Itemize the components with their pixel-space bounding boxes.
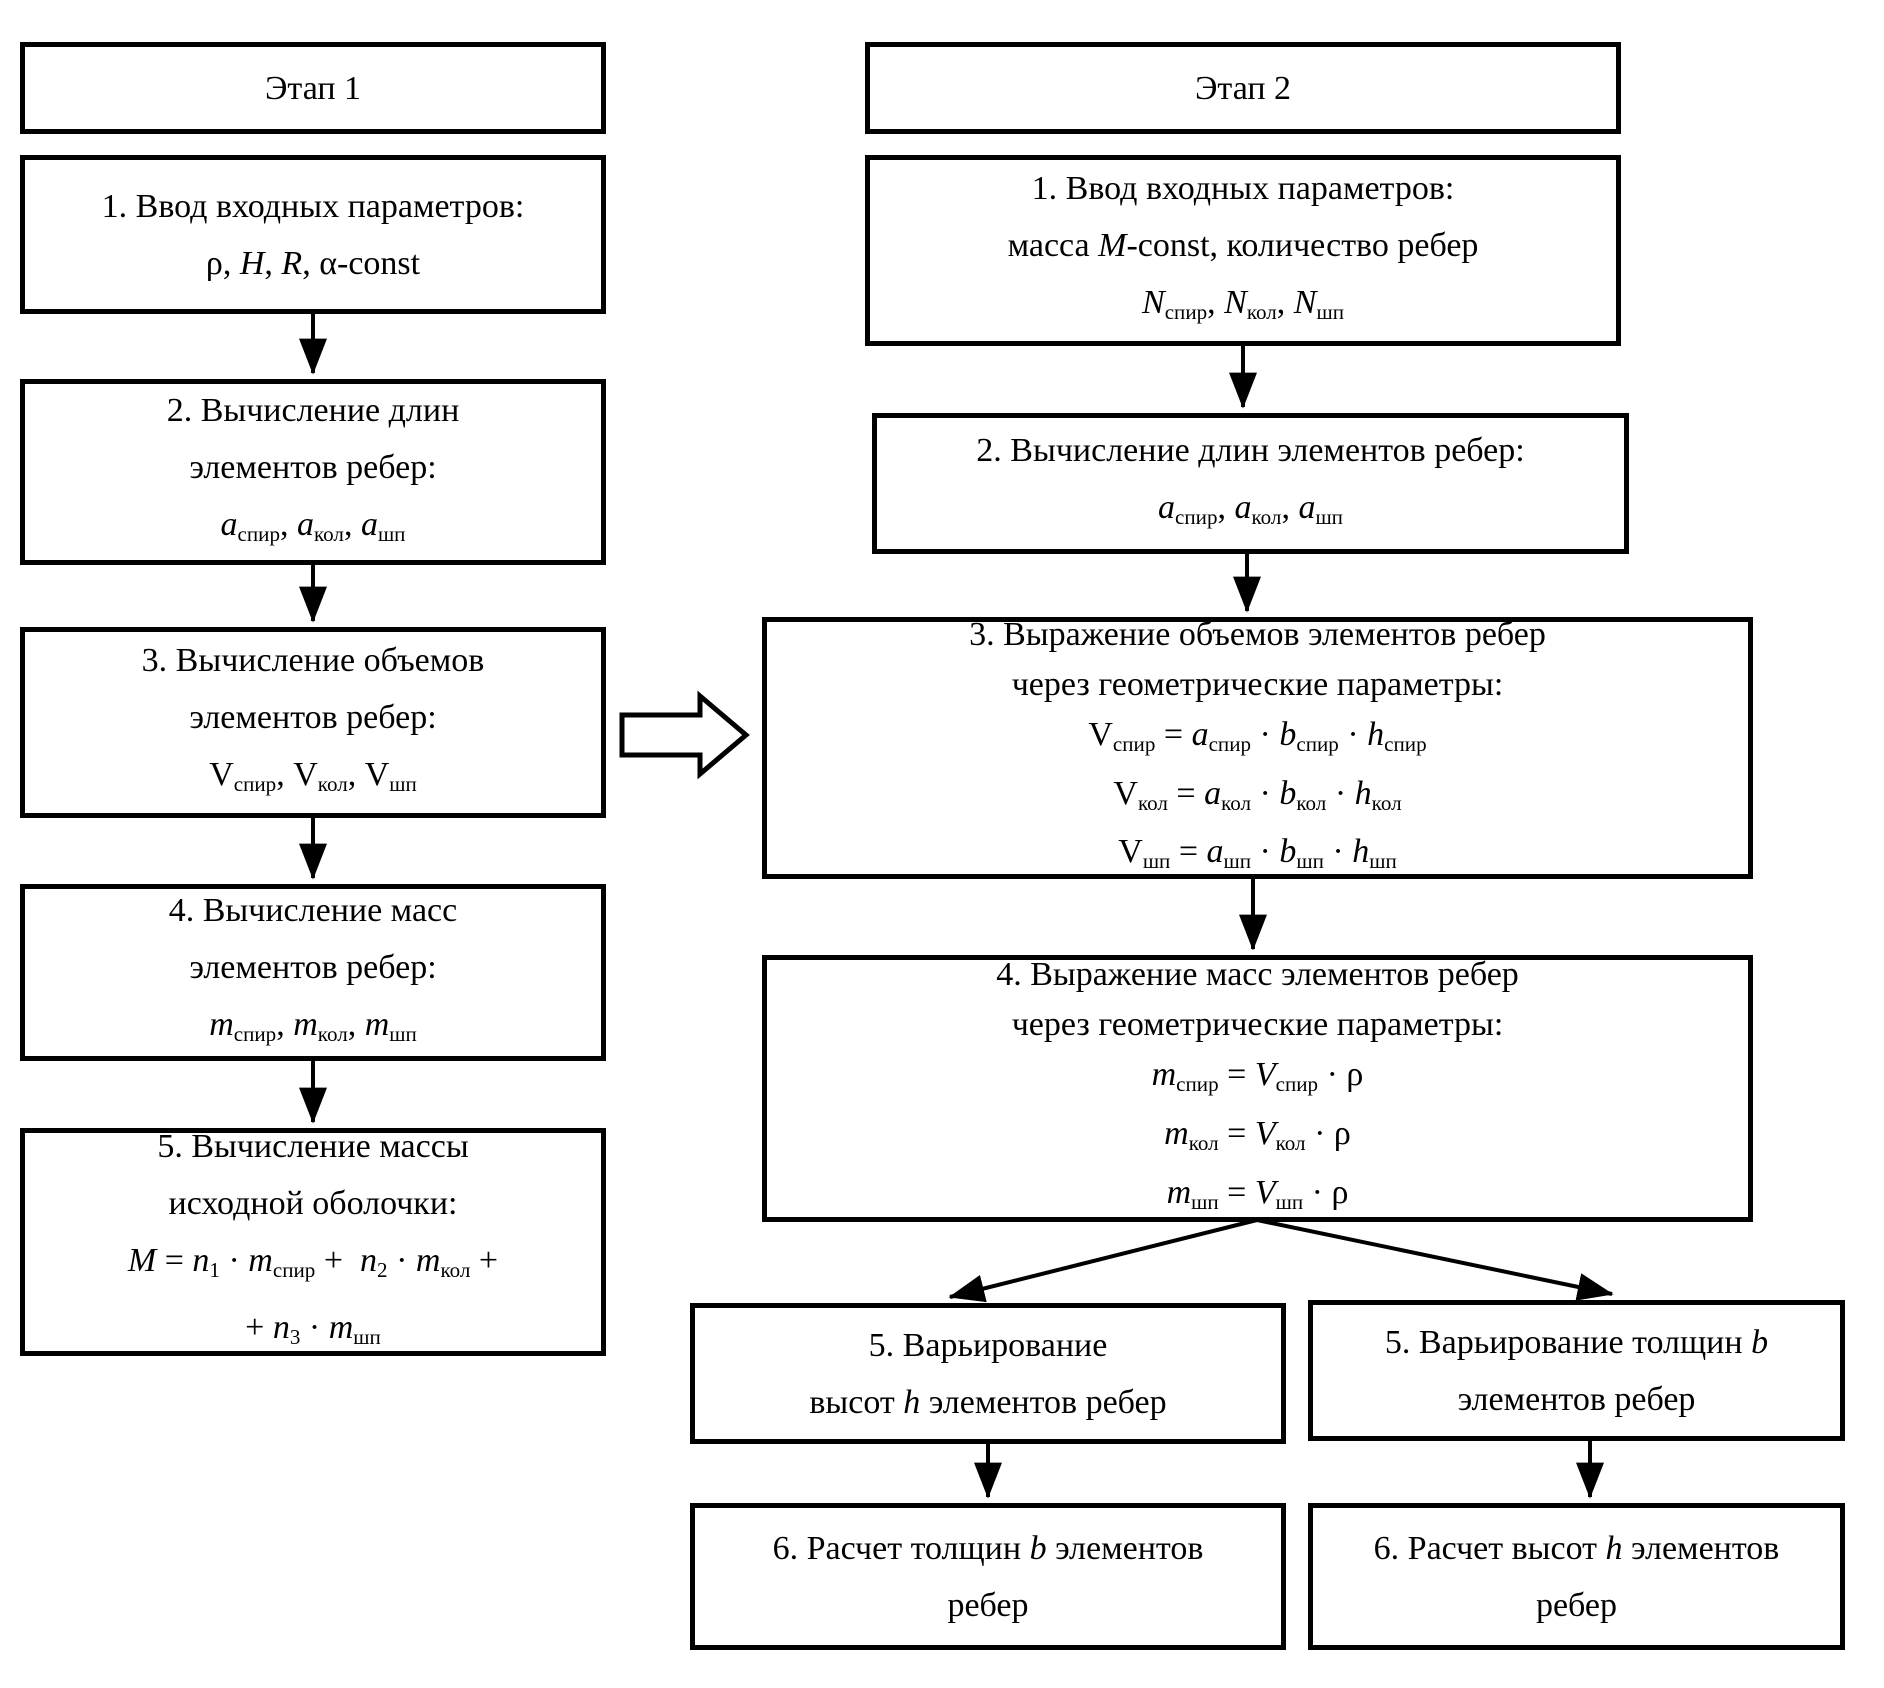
stage1-header-box: Этап 1	[20, 42, 606, 134]
stage1-step5-box: 5. Вычисление массы исходной оболочки: $M = n_1 \cdot m_{спир} + n_2 \cdot m_{кол}$ + + $n_3 \cdot m_{шп}$	[20, 1128, 606, 1356]
stage2-step6-widths-box: 6. Расчет толщин b элементов ребер	[690, 1503, 1286, 1650]
stage1-step1-box: 1. Ввод входных параметров: ρ, H, R, α-const	[20, 155, 606, 314]
stage2-step3-box: 3. Выражение объемов элементов ребер через геометрические параметры: $V_{спир} = a_{спир} \cdot b_{спир} \cdot h_{спир}$ $V_{кол} = a_{кол} \cdot b_{кол} \cdot h_{кол}$ $V_{шп} = a_{шп} \cdot b_{шп} \cdot h_{шп}$	[762, 617, 1753, 879]
stage2-step1-box: 1. Ввод входных параметров: масса M-const, количество ребер $N_{спир}$, $N_{кол}$, $N_{шп}$	[865, 155, 1621, 346]
stage2-step5-widths-box: 5. Варьирование толщин b элементов ребер	[1308, 1300, 1845, 1441]
stage2-step4-box: 4. Выражение масс элементов ребер через геометрические параметры: $m_{спир} = V_{спир} \cdot \rho$ $m_{кол} = V_{кол} \cdot \rho$ $m_{шп} = V_{шп} \cdot \rho$	[762, 955, 1753, 1222]
stage1-step3-box: 3. Вычисление объемов элементов ребер: $V_{спир}$, $V_{кол}$, $V_{шп}$	[20, 627, 606, 818]
stage2-header-box: Этап 2	[865, 42, 1621, 134]
arrow-s2-step4-to-step5-heights	[950, 1220, 1257, 1297]
stage2-step6-heights-box: 6. Расчет высот h элементов ребер	[1308, 1503, 1845, 1650]
stage1-step2-box: 2. Вычисление длин элементов ребер: $a_{спир}$, $a_{кол}$, $a_{шп}$	[20, 379, 606, 565]
stage2-step2-box: 2. Вычисление длин элементов ребер: $a_{спир}$, $a_{кол}$, $a_{шп}$	[872, 413, 1629, 554]
block-arrow-stage1-to-stage2	[622, 696, 746, 774]
stage2-step5-heights-box: 5. Варьирование высот h элементов ребер	[690, 1303, 1286, 1444]
stage1-step4-box: 4. Вычисление масс элементов ребер: $m_{спир}$, $m_{кол}$, $m_{шп}$	[20, 884, 606, 1061]
arrow-s2-step4-to-step5-widths	[1257, 1220, 1612, 1294]
